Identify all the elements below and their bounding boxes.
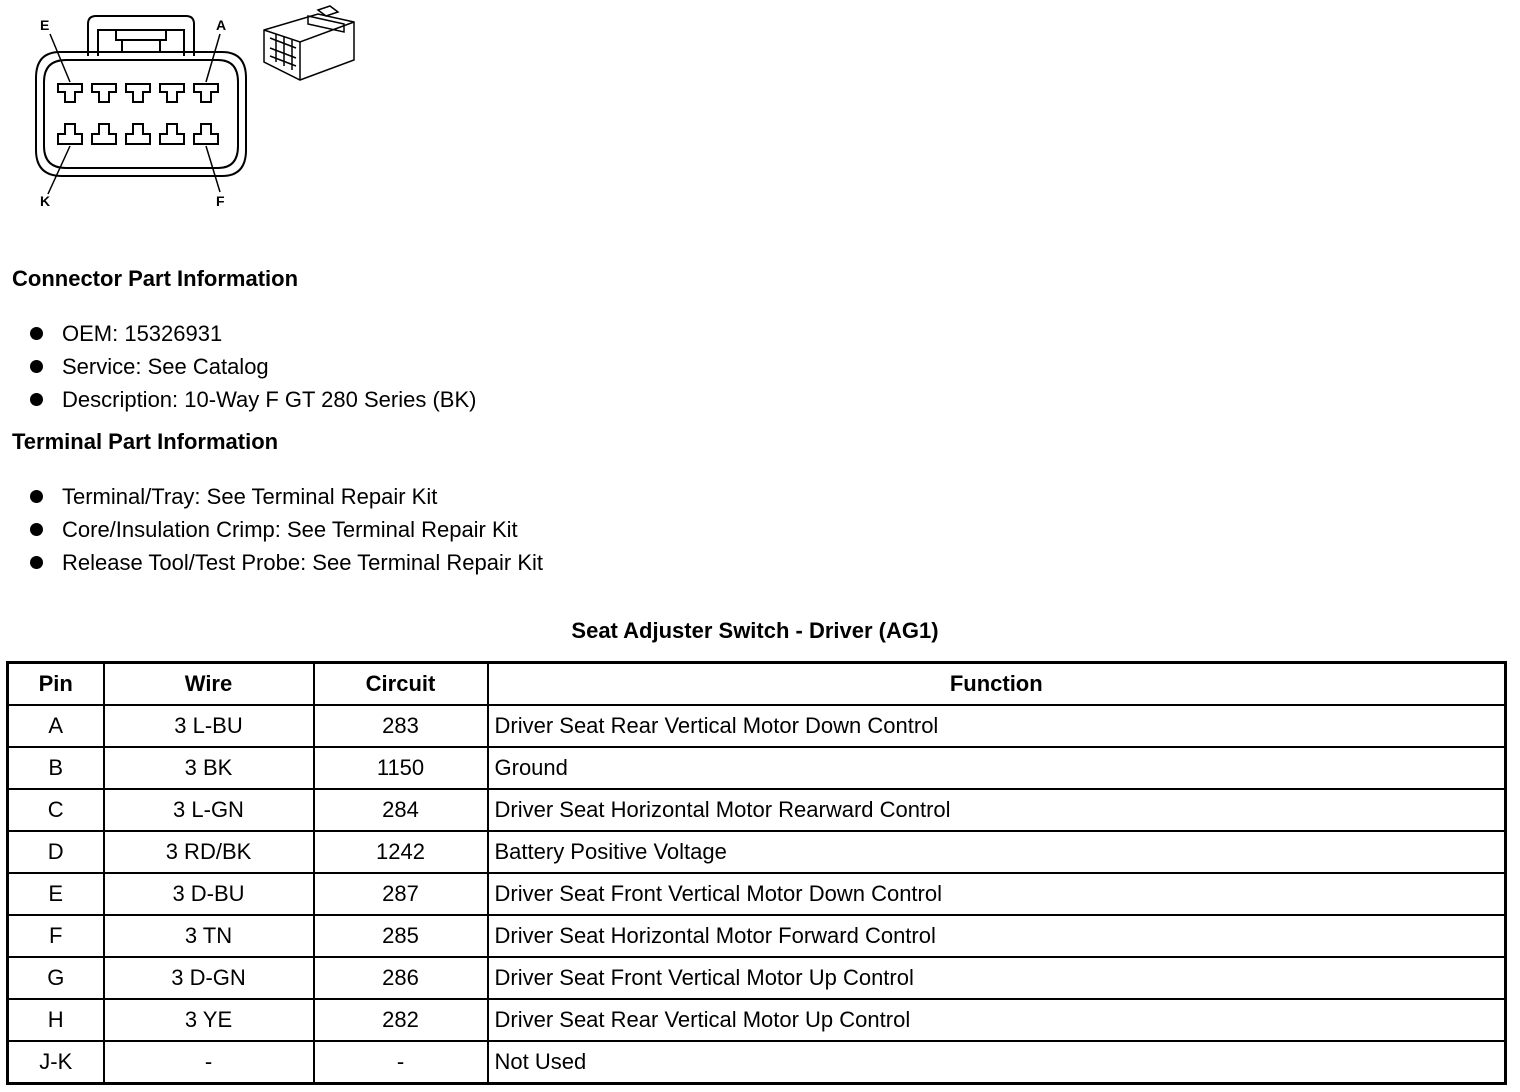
cell-pin: F [8, 915, 104, 957]
cell-pin: G [8, 957, 104, 999]
table-row [8, 789, 1506, 831]
header-function: Function [488, 663, 1506, 706]
cell-pin: D [8, 831, 104, 873]
leader-line-e [50, 34, 70, 82]
cell-pin: A [8, 705, 104, 747]
cell-function: Driver Seat Front Vertical Motor Down Control [488, 873, 1506, 915]
cell-function: Ground [488, 747, 1506, 789]
cell-pin: J-K [8, 1041, 104, 1084]
terminal-cavity-bottom [92, 124, 116, 144]
cell-function: Driver Seat Rear Vertical Motor Down Control [488, 705, 1506, 747]
table-row [8, 747, 1506, 789]
cell-circuit: 283 [314, 705, 488, 747]
terminal-info-release-tool: Release Tool/Test Probe: See Terminal Repair Kit [28, 546, 543, 579]
header-pin: Pin [8, 663, 104, 706]
cell-pin: H [8, 999, 104, 1041]
terminal-cavity-bottom [194, 124, 218, 144]
table-row [8, 999, 1506, 1041]
cell-circuit: 282 [314, 999, 488, 1041]
terminal-info-tray: Terminal/Tray: See Terminal Repair Kit [28, 480, 543, 513]
pin-table [6, 661, 1507, 1085]
terminal-part-info-list [28, 480, 543, 579]
pin-table-title: Seat Adjuster Switch - Driver (AG1) [571, 618, 939, 643]
cell-circuit: 285 [314, 915, 488, 957]
connector-info-oem: OEM: 15326931 [28, 317, 476, 350]
cell-function: Driver Seat Rear Vertical Motor Up Control [488, 999, 1506, 1041]
cell-wire: 3 L-BU [104, 705, 314, 747]
cell-function: Driver Seat Horizontal Motor Forward Control [488, 915, 1506, 957]
terminal-cavity-bottom [126, 124, 150, 144]
table-row [8, 873, 1506, 915]
terminal-cavity-bottom [58, 124, 82, 144]
terminal-cavity-bottom [160, 124, 184, 144]
table-row [8, 915, 1506, 957]
terminal-info-crimp: Core/Insulation Crimp: See Terminal Repair Kit [28, 513, 543, 546]
connector-latch-lock [122, 40, 160, 52]
cell-wire: 3 RD/BK [104, 831, 314, 873]
cell-wire: - [104, 1041, 314, 1084]
cell-circuit: 287 [314, 873, 488, 915]
connector-part-info-title: Connector Part Information [12, 266, 299, 291]
pin-label-k: K [40, 193, 51, 209]
cell-wire: 3 D-GN [104, 957, 314, 999]
connector-face-svg [0, 0, 380, 220]
connector-diagram [0, 0, 380, 220]
connector-inner-body [44, 60, 238, 168]
connector-part-info-list [28, 317, 476, 416]
connector-info-service: Service: See Catalog [28, 350, 476, 383]
cell-function: Driver Seat Horizontal Motor Rearward Control [488, 789, 1506, 831]
cell-wire: 3 YE [104, 999, 314, 1041]
terminal-cavity-top [58, 84, 82, 102]
cell-circuit: 1150 [314, 747, 488, 789]
cell-pin: E [8, 873, 104, 915]
cell-function: Not Used [488, 1041, 1506, 1084]
cell-function: Driver Seat Front Vertical Motor Up Control [488, 957, 1506, 999]
cell-circuit: 286 [314, 957, 488, 999]
terminal-cavity-top [92, 84, 116, 102]
terminal-cavity-top [160, 84, 184, 102]
cell-function: Battery Positive Voltage [488, 831, 1506, 873]
cell-wire: 3 L-GN [104, 789, 314, 831]
terminal-part-info-title: Terminal Part Information [12, 429, 279, 454]
table-row [8, 705, 1506, 747]
cell-wire: 3 BK [104, 747, 314, 789]
connector-latch-housing [88, 16, 194, 56]
terminal-cavity-top [194, 84, 218, 102]
connector-latch-tab [116, 30, 166, 40]
terminal-cavity-top [126, 84, 150, 102]
cell-circuit: 284 [314, 789, 488, 831]
cell-wire: 3 TN [104, 915, 314, 957]
pin-label-e: E [40, 17, 50, 33]
header-circuit: Circuit [314, 663, 488, 706]
cell-pin: B [8, 747, 104, 789]
pin-label-a: A [216, 17, 227, 33]
table-row [8, 1041, 1506, 1084]
cell-pin: C [8, 789, 104, 831]
connector-outer-body [36, 52, 246, 176]
cell-circuit: 1242 [314, 831, 488, 873]
connector-info-description: Description: 10-Way F GT 280 Series (BK) [28, 383, 476, 416]
connector-isometric-icon [264, 6, 354, 80]
header-wire: Wire [104, 663, 314, 706]
leader-line-k [48, 146, 70, 194]
cell-wire: 3 D-BU [104, 873, 314, 915]
pin-table-header-row [8, 663, 1506, 706]
pin-label-f: F [216, 193, 225, 209]
table-row [8, 957, 1506, 999]
cell-circuit: - [314, 1041, 488, 1084]
table-row [8, 831, 1506, 873]
leader-line-a [206, 34, 220, 82]
